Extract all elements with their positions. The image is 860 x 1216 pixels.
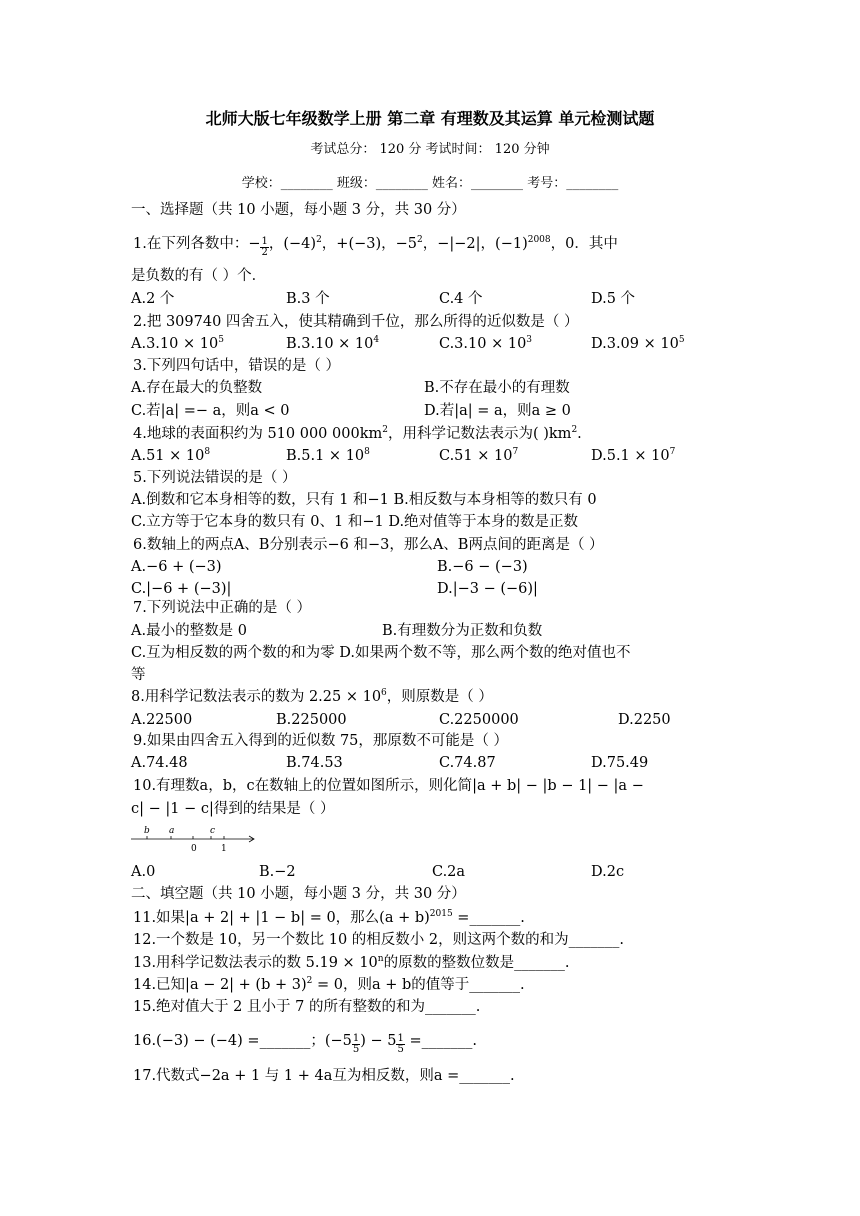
exam-info: 考试总分： 120 分 考试时间： 120 分钟 [310, 142, 550, 157]
q8-stem: 8.用科学记数法表示的数为 $2.25 \times 10^6$，则原数是（ ） [131, 688, 493, 705]
q7-options-line3: 等 [131, 667, 146, 683]
q9-option-b: B.74.53 [286, 755, 343, 771]
fraction: $\frac{1}{2}$ [261, 236, 268, 258]
q9-stem: 9.如果由四舍五入得到的近似数 75，那原数不可能是（ ） [133, 733, 509, 749]
section1-heading: 一、选择题（共 10 小题，每小题 3 分，共 30 分） [131, 202, 466, 218]
q11: 11.如果|a + 2| + |1 − b| = 0，那么$(a + b)^{2015}$ =_______. [133, 909, 525, 926]
q7-stem: 7.下列说法中正确的是（ ） [133, 600, 311, 616]
q4-stem: 4.地球的表面积约为 510 000 $000km^2$，用科学记数法表示为( )$km^2$. [133, 425, 582, 442]
q4-option-c: $C.51 \times 10^7$ [439, 447, 519, 464]
axis-label-b: b [144, 826, 150, 836]
q2-option-c: $C.3.10 \times 10^3$ [439, 335, 533, 352]
q6-option-d: D.|−3 − (−6)| [437, 581, 538, 597]
q9-option-c: C.74.87 [439, 755, 496, 771]
q10-option-b: B.−2 [259, 864, 296, 880]
q1-option-c: C.4 个 [439, 291, 483, 307]
q1-stem-line2: 是负数的有（ ）个． [131, 268, 267, 284]
axis-label-0: 0 [191, 844, 197, 854]
q7-option-a: A.最小的整数是 0 [131, 623, 247, 639]
axis-label-a: a [169, 826, 175, 836]
q2-option-a: $A.3.10 \times 10^5$ [131, 335, 224, 352]
fraction: $\frac{1}{5}$ [352, 1033, 360, 1055]
q10-option-d: D.2c [591, 864, 625, 880]
q9-option-d: D.75.49 [591, 755, 649, 771]
q2-option-d: $D.3.09 \times 10^5$ [591, 335, 685, 352]
q1-stem: 1.在下列各数中：− $\frac{1}{2}$ ，$(-4)^2$，+(−3)，$-5^2$，−|−2|，$(-1)^{2008}$，0．其中 [133, 235, 618, 258]
q9-option-a: A.74.48 [131, 755, 188, 771]
q3-option-b: B.不存在最小的有理数 [424, 380, 570, 396]
q3-option-c: C.若|a| =− a，则a < 0 [131, 403, 290, 419]
q16: 16.(−3) − (−4) =_______；(−5 $\frac{1}{5}$ ) − 5 $\frac{1}{5}$ =_______. [133, 1033, 477, 1055]
axis-label-1: 1 [221, 844, 227, 854]
q3-stem: 3.下列四句话中，错误的是（ ） [133, 358, 340, 374]
section2-heading: 二、填空题（共 10 小题，每小题 3 分，共 30 分） [131, 886, 466, 902]
q4-option-b: $B.5.1 \times 10^8$ [286, 447, 370, 464]
axis-label-c: c [210, 826, 216, 836]
q6-stem: 6.数轴上的两点A、B分别表示−6 和−3，那么A、B两点间的距离是（ ） [133, 537, 604, 553]
q10-option-c: C.2a [432, 864, 466, 880]
q5-stem: 5.下列说法错误的是（ ） [133, 470, 297, 486]
q8-option-c: C.2250000 [439, 712, 519, 728]
q10-stem: 10.有理数a，b，c在数轴上的位置如图所示，则化简|a + b| − |b − 1| − |a − [133, 778, 644, 794]
q1-option-a: A.2 个 [131, 291, 175, 307]
number-line-figure [131, 822, 261, 854]
q7-option-b: B.有理数分为正数和负数 [382, 623, 543, 639]
q5-options-line1: A.倒数和它本身相等的数，只有 1 和−1 B.相反数与本身相等的数只有 0 [131, 492, 597, 508]
q8-option-d: D.2250 [618, 712, 671, 728]
q7-options-line2: C.互为相反数的两个数的和为零 D.如果两个数不等，那么两个数的绝对值也不 [131, 645, 631, 661]
q8-option-b: B.225000 [276, 712, 347, 728]
q12: 12.一个数是 10，另一个数比 10 的相反数小 2，则这两个数的和为_______. [133, 932, 624, 948]
exam-title: 北师大版七年级数学上册 第二章 有理数及其运算 单元检测试题 [205, 109, 655, 128]
q2-option-b: $B.3.10 \times 10^4$ [286, 335, 380, 352]
q3-option-d: D.若|a| = a，则a ≥ 0 [424, 403, 571, 419]
q10-stem-line2: c| − |1 − c|得到的结果是（ ） [131, 801, 335, 817]
q8-option-a: A.22500 [131, 712, 193, 728]
q3-option-a: A.存在最大的负整数 [131, 380, 263, 396]
fraction: $\frac{1}{5}$ [397, 1033, 404, 1055]
q6-option-c: C.|−6 + (−3)| [131, 581, 232, 597]
q14: 14.已知$|a - 2| + (b + 3)^2 = 0$，则a + b的值等于_______. [133, 976, 525, 993]
q6-option-b: B.−6 − (−3) [437, 559, 528, 575]
q13: 13.用科学记数法表示的数 $5.19 \times 10^n$的原数的整数位数是_______. [133, 954, 570, 971]
q15: 15.绝对值大于 2 且小于 7 的所有整数的和为_______. [133, 999, 481, 1015]
q1-option-b: B.3 个 [286, 291, 330, 307]
q4-option-d: $D.5.1 \times 10^7$ [591, 447, 676, 464]
q4-option-a: $A.51 \times 10^8$ [131, 447, 211, 464]
q2-stem: 2.把 309740 四舍五入，使其精确到千位，那么所得的近似数是（ ） [133, 314, 579, 330]
q1-option-d: D.5 个 [591, 291, 636, 307]
q5-options-line2: C.立方等于它本身的数只有 0、1 和−1 D.绝对值等于本身的数是正数 [131, 514, 579, 530]
q10-option-a: A.0 [131, 864, 156, 880]
q6-option-a: A.−6 + (−3) [131, 559, 222, 575]
student-info: 学校：________ 班级：________ 姓名：________ 考号：________ [241, 176, 619, 191]
q17: 17.代数式−2a + 1 与 1 + 4a互为相反数，则a =_______. [133, 1068, 515, 1084]
